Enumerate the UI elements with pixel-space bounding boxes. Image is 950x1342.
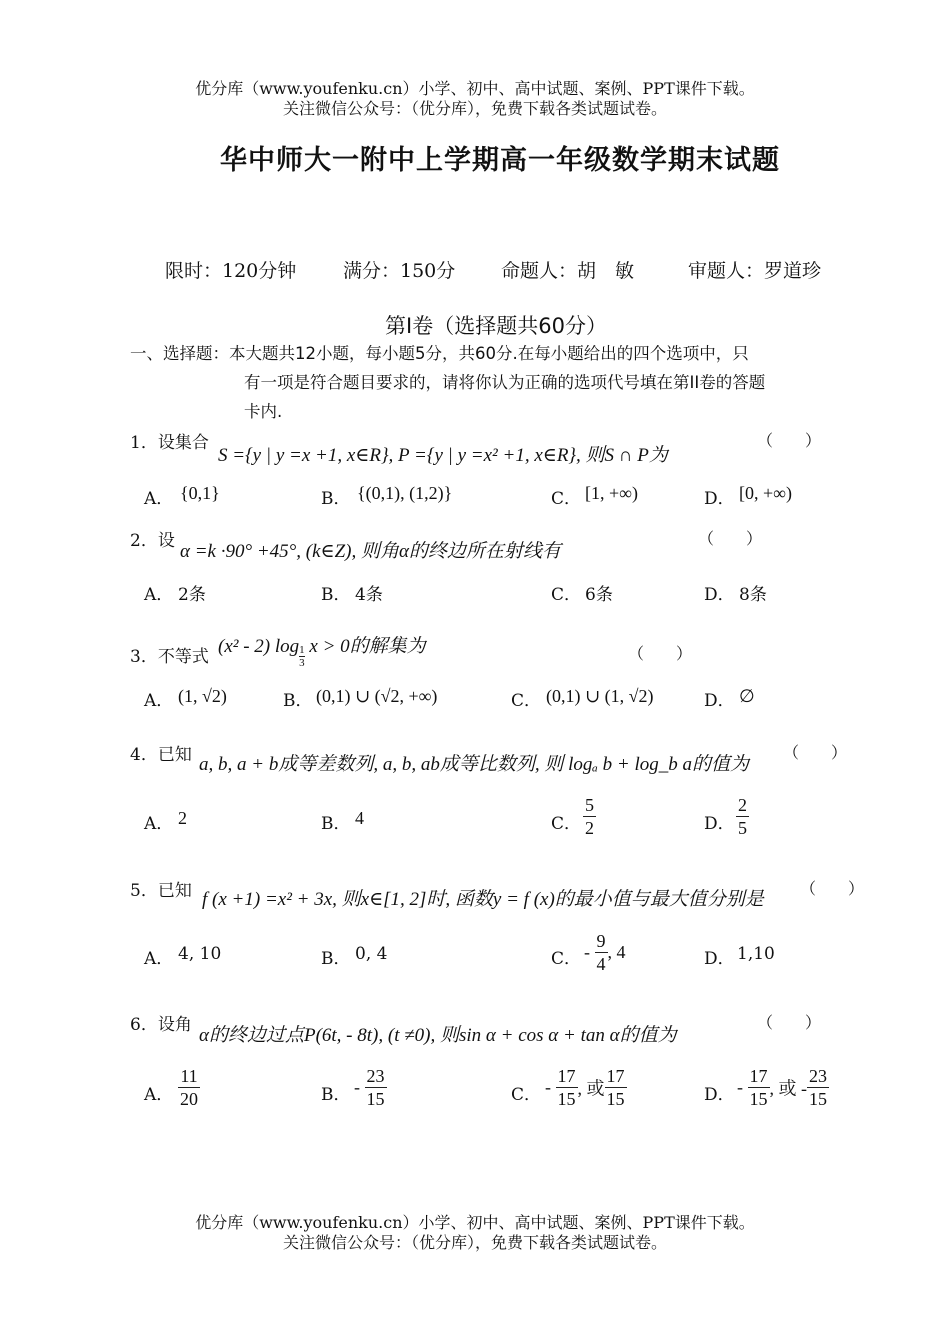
q3-option-c-label: C．	[511, 691, 542, 711]
section-title: 第I卷（选择题共60分）	[385, 314, 607, 338]
q3-option-a-label: A．	[144, 691, 174, 711]
q5-c-den: 4	[596, 954, 606, 974]
q6-b-num: 23	[366, 1066, 385, 1086]
q6-a-den: 20	[180, 1089, 198, 1109]
q5-option-d-label: D．	[704, 949, 735, 969]
q6-option-a-value	[178, 1065, 200, 1110]
question-5-prefix: 5．已知	[130, 881, 192, 901]
q6-d-num: 17	[749, 1066, 768, 1086]
q3-option-b-label: B．	[283, 691, 313, 711]
q5-option-a-label: A．	[144, 949, 174, 969]
q1-option-b-value: {(0,1), (1,2)}	[357, 483, 453, 503]
q1-option-c-value: [1, +∞)	[585, 483, 638, 503]
question-3-prefix: 3．不等式	[130, 647, 209, 667]
q3-option-b-value: (0,1) ∪ (√2, +∞)	[316, 686, 438, 706]
q6-option-c-label: C．	[511, 1085, 542, 1105]
question-1-prefix: 1．设集合	[130, 433, 209, 453]
q6-c-den2: 15	[606, 1089, 625, 1109]
log-base-den: 3	[299, 657, 305, 669]
q1-option-d-value: [0, +∞)	[739, 483, 792, 503]
q4-c-num: 5	[585, 795, 594, 815]
exam-reviewer: 审题人：罗道珍	[688, 260, 822, 282]
question-3-stem-b: x > 0的解集为	[304, 636, 426, 657]
q6-c-num2: 17	[606, 1066, 625, 1086]
q6-option-d-label: D．	[704, 1085, 735, 1105]
q6-a-num: 11	[178, 1065, 200, 1088]
q5-c-sign: -	[584, 942, 590, 962]
q5-option-b-label: B．	[321, 949, 351, 969]
q6-d-num2: 23	[809, 1066, 827, 1086]
q6-d-den2: 15	[809, 1089, 827, 1109]
q4-d-num: 2	[738, 795, 747, 815]
q5-option-a-value: 4, 10	[178, 944, 222, 964]
question-4-prefix: 4．已知	[130, 745, 192, 765]
question-6-prefix: 6．设角	[130, 1015, 192, 1035]
q6-d-mid: , 或 -	[769, 1078, 807, 1099]
q4-option-b-label: B．	[321, 814, 351, 834]
exam-time: 限时：120分钟	[165, 260, 297, 282]
q5-c-post: , 4	[607, 942, 626, 962]
q6-b-den: 15	[366, 1089, 385, 1109]
q1-option-c-label: C．	[551, 489, 582, 509]
q6-option-a-label: A．	[144, 1085, 174, 1105]
question-6-bracket: （ ）	[757, 1013, 822, 1032]
q1-option-d-label: D．	[704, 489, 735, 509]
q6-c-num: 17	[557, 1066, 576, 1086]
q4-d-den: 5	[738, 818, 747, 838]
q6-c-mid: , 或	[577, 1078, 605, 1099]
q3-option-d-value: ∅	[739, 686, 755, 706]
question-5-bracket: （ ）	[800, 879, 865, 898]
q4-c-den: 2	[585, 818, 594, 838]
exam-author: 命题人：胡 敏	[501, 260, 635, 282]
q2-option-d-value: 8条	[739, 585, 767, 605]
q6-option-d-value	[737, 1065, 829, 1110]
q6-c-sign: -	[545, 1077, 551, 1097]
instructions-line-1: 一、选择题：本大题共12小题，每小题5分，共60分.在每小题给出的四个选项中，只	[130, 344, 749, 363]
question-5-stem: f (x +1) =x² + 3x, 则x∈[1, 2]时, 函数y = f (x)的最小值与最大值分别是	[202, 889, 764, 910]
q4-option-a-label: A．	[144, 814, 174, 834]
question-2-bracket: （ ）	[698, 529, 763, 548]
q6-d-den: 15	[749, 1089, 768, 1109]
q5-option-c-label: C．	[551, 949, 582, 969]
question-4-bracket: （ ）	[783, 743, 848, 762]
q5-c-num: 9	[596, 931, 606, 951]
q6-option-b-label: B．	[321, 1085, 351, 1105]
footer-line-2: 关注微信公众号：（优分库），免费下载各类试题试卷。	[282, 1233, 667, 1252]
q2-option-d-label: D．	[704, 585, 735, 605]
q3-option-c-value: (0,1) ∪ (1, √2)	[546, 686, 654, 706]
q3-option-d-label: D．	[704, 691, 735, 711]
q2-option-a-value: 2条	[178, 585, 206, 605]
q6-option-c-value	[545, 1065, 627, 1110]
question-2-prefix: 2．设	[130, 531, 175, 551]
q5-option-b-value: 0, 4	[355, 944, 388, 964]
q6-c-den: 15	[557, 1089, 576, 1109]
instructions-line-2: 有一项是符合题目要求的，请将你认为正确的选项代号填在第II卷的答题	[244, 373, 766, 392]
q6-d-sign: -	[737, 1077, 743, 1097]
q1-option-b-label: B．	[321, 489, 351, 509]
instructions-line-3: 卡内.	[244, 402, 283, 421]
q2-option-a-label: A．	[144, 585, 174, 605]
q4-option-c-fraction	[583, 794, 596, 839]
question-4-stem: a, b, a + b成等差数列, a, b, ab成等比数列, 则 logₐ b + log_b a的值为	[199, 754, 750, 775]
question-1-bracket: （ ）	[757, 431, 822, 450]
q6-b-sign: -	[354, 1077, 360, 1097]
q5-option-c-value	[584, 930, 626, 975]
q3-option-a-value: (1, √2)	[178, 686, 227, 706]
question-6-stem: α的终边过点P(6t, - 8t), (t ≠0), 则sin α + cos α + tan α的值为	[199, 1025, 677, 1046]
footer-line-1: 优分库（www.youfenku.cn）小学、初中、高中试题、案例、PPT课件下载。	[195, 1213, 755, 1232]
q4-option-c-label: C．	[551, 814, 582, 834]
question-2-stem: α =k ·90° +45°, (k∈Z), 则角α的终边所在射线有	[180, 541, 561, 562]
q4-option-a-value: 2	[178, 808, 187, 828]
q2-option-b-value: 4条	[355, 585, 383, 605]
q2-option-c-label: C．	[551, 585, 582, 605]
q4-option-b-value: 4	[355, 808, 364, 828]
q4-option-d-label: D．	[704, 814, 735, 834]
q1-option-a-value: {0,1}	[180, 483, 220, 503]
log-base-num: 1	[299, 644, 305, 656]
question-3-stem-a: (x² - 2) log	[218, 636, 300, 657]
question-3-bracket: （ ）	[628, 644, 693, 663]
q4-option-d-fraction	[736, 794, 749, 839]
q5-option-d-value: 1,10	[737, 944, 775, 964]
q1-option-a-label: A．	[144, 489, 174, 509]
header-line-1: 优分库（www.youfenku.cn）小学、初中、高中试题、案例、PPT课件下载。	[195, 79, 755, 98]
q2-option-c-value: 6条	[585, 585, 613, 605]
exam-score: 满分：150分	[343, 260, 456, 282]
page-title: 华中师大一附中上学期高一年级数学期末试题	[220, 145, 780, 176]
question-1-stem: S ={y | y =x +1, x∈R}, P ={y | y =x² +1, x∈R}, 则S ∩ P为	[218, 445, 668, 466]
q2-option-b-label: B．	[321, 585, 351, 605]
header-line-2: 关注微信公众号：（优分库），免费下载各类试题试卷。	[282, 99, 667, 118]
q6-option-b-value	[354, 1065, 387, 1110]
question-3-stem	[218, 631, 426, 669]
